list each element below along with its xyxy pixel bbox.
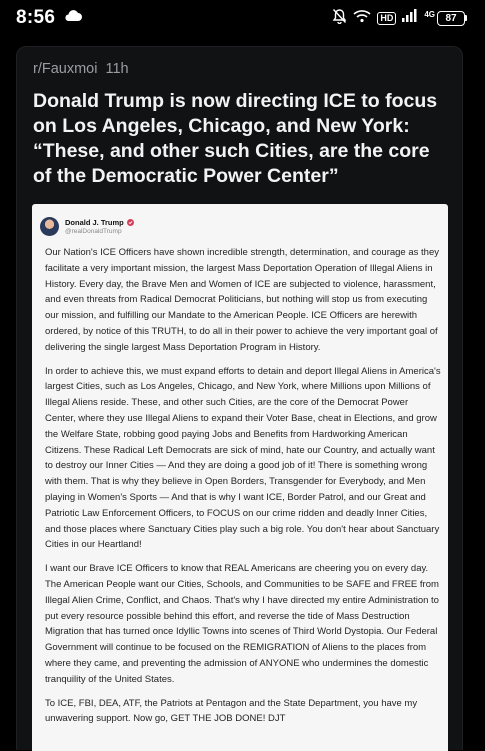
author-handle: @realDonaldTrump: [65, 227, 122, 235]
battery-tip: [465, 15, 467, 21]
status-left: [16, 7, 83, 29]
embed-body: [45, 245, 441, 735]
author-text: [65, 218, 134, 235]
post-card[interactable]: [16, 46, 463, 750]
network-label: 4G: [424, 9, 435, 19]
author-name: Donald J. Trump: [65, 217, 124, 227]
embed-paragraph: To ICE, FBI, DEA, ATF, the Patriots at Pentagon and the State Department, you have my unwavering support. Now go, GET THE JOB DONE! DJT: [45, 697, 418, 725]
hd-badge: HD: [377, 12, 396, 25]
cloud-icon: [63, 9, 83, 27]
post-age: 11h: [105, 61, 129, 77]
verified-icon: [127, 219, 134, 226]
battery-level: 87: [437, 11, 465, 26]
signal-icon: [402, 9, 418, 27]
embed-paragraph: In order to achieve this, we must expand efforts to detain and deport Illegal Aliens in America's largest Cities, such as Los Angeles, Chicago, and New York, where Millions upon Millions of Illegal Aliens reside. These, and other such Cities, are the core of the Democrat Power Center, where they use Illegal Aliens to expand their Voter Base, cheat in Elections, and grow the Welfare State, robbing good paying Jobs and Benefits from Hardworking American Citizens. These Radical Left Democrats are sick of mind, hate our Country, and actually want to destroy our Inner Cities — And they are doing a good job of it! There is something wrong with them. That is why they believe in Open Borders, Transgender for Everybody, and Men playing in Women's Sports — And that is why I want ICE, Border Patrol, and our Great and Patriotic Law Enforcement Officers, to FOCUS on our crime ridden and deadly Inner Cities, and those places where Sanctuary Cities play such a big role. You don't hear about Sanctuary Cities in our Heartland!: [45, 365, 441, 551]
author-name-row: [65, 218, 134, 227]
battery-icon: [437, 11, 467, 26]
bell-off-icon: [332, 8, 347, 29]
subreddit-link[interactable]: r/Fauxmoi: [33, 61, 98, 77]
embed-paragraph: I want our Brave ICE Officers to know that REAL Americans are cheering you on every day. The American People want our Cities, Schools, and Communities to be SAFE and FREE from Illegal Alien Crime, Conflict, and Chaos. That's why I have directed my entire Administration to put every resource possible behind this effort, and reverse the tide of Mass Destruction Migration that has turned once Idyllic Towns into scenes of Third World Dystopia. Our Federal Government will continue to be focused on the REMIGRATION of Aliens to the places from where they came, and preventing the admission of ANYONE who undermines the domestic tranquility of the United States.: [45, 563, 439, 685]
status-right: [332, 8, 467, 29]
post-title[interactable]: Donald Trump is now directing ICE to focus on Los Angeles, Chicago, and New York: “These, and other such Cities, are the core of the Democratic Power Center”: [33, 90, 438, 187]
embed-paragraph: Our Nation's ICE Officers have shown incredible strength, determination, and courage as they facilitate a very important mission, the largest Mass Deportation Operation of Illegal Aliens in History. Every day, the Brave Men and Women of ICE are subjected to violence, harassment, and even threats from Radical Democrat Politicians, but nothing will stop us from executing our mission, and fulfilling our Mandate to the American People. ICE Officers are herewith ordered, by notice of this TRUTH, to do all in their power to achieve the very important goal of delivering the single largest Mass Deportation Program in History.: [45, 247, 439, 353]
clock: 8:56: [16, 7, 56, 28]
avatar: [40, 217, 59, 236]
status-bar: [0, 0, 485, 36]
embedded-post-image[interactable]: [32, 204, 448, 751]
embed-author: [40, 212, 134, 240]
post-meta: [33, 61, 129, 77]
wifi-icon: [353, 9, 371, 28]
